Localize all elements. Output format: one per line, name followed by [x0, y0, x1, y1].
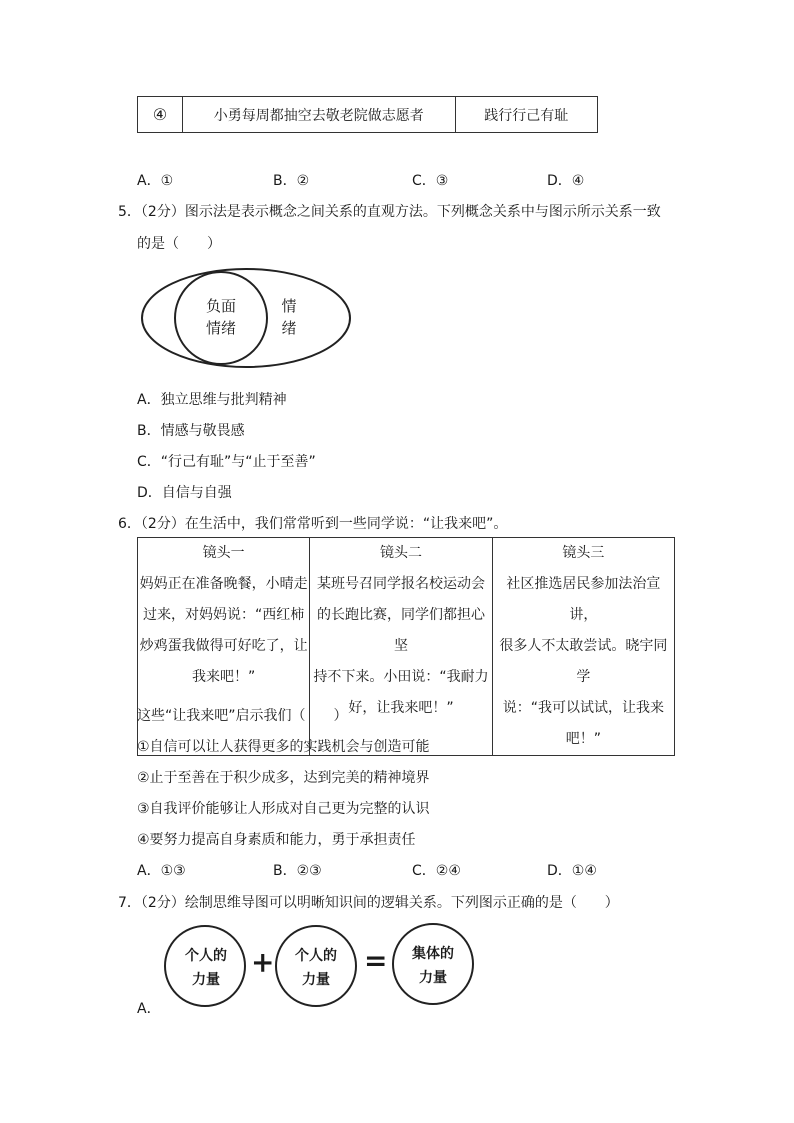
venn-inner-line1: 负面 — [205, 297, 236, 315]
q6-statement-4: ④要努力提高自身素质和能力，勇于承担责任 — [137, 832, 416, 848]
venn-outer-line1: 情 — [281, 297, 297, 315]
q4-option-a: A．① — [137, 173, 174, 189]
scene-3-title: 镜头三 — [562, 545, 605, 561]
q7-circle2-line2: 力量 — [302, 972, 330, 988]
venn-outer-line2: 绪 — [281, 319, 297, 337]
q4-table — [137, 96, 598, 133]
q4-option-b: B．② — [273, 173, 310, 189]
q6-option-d: D．①④ — [547, 863, 597, 879]
q5-stem-line2: 的是（ ） — [137, 236, 221, 252]
scene-2-line1: 某班号召同学报名校运动会 — [317, 576, 486, 592]
scene-1-line1: 妈妈正在准备晚餐，小晴走 — [139, 576, 308, 592]
scene-1-title: 镜头一 — [202, 545, 245, 561]
q4-table-num: ④ — [138, 97, 183, 133]
q7-circle3-label — [406, 942, 460, 990]
q6-option-b: B．②③ — [273, 863, 322, 879]
q7-stem: 7．（2分）绘制思维导图可以明晰知识间的逻辑关系。下列图示正确的是（ ） — [118, 895, 619, 911]
scene-2-line2: 的长跑比赛，同学们都担心坚 — [317, 607, 486, 654]
venn-outer-label — [277, 295, 301, 339]
scene-2-title: 镜头二 — [380, 545, 423, 561]
scene-3-line4: 吧！” — [565, 731, 601, 747]
scene-1-line3: 炒鸡蛋我做得可好吃了，让 — [139, 638, 308, 654]
q4-option-c: C．③ — [412, 173, 449, 189]
q4-table-meaning: 践行行己有耻 — [455, 97, 597, 133]
q6-statement-3: ③自我评价能够让人形成对自己更为完整的认识 — [137, 801, 430, 817]
q4-option-d: D．④ — [547, 173, 585, 189]
q7-circle1-label — [179, 944, 233, 992]
venn-inner-line2: 情绪 — [205, 319, 236, 337]
q5-venn-diagram — [139, 266, 355, 370]
q7-option-a-label: A． — [137, 1001, 161, 1017]
q7-circle2-line1: 个人的 — [295, 948, 337, 964]
scene-2-line4: 好，让我来吧！” — [348, 700, 454, 716]
scene-1-line2: 过来，对妈妈说：“西红柿 — [143, 607, 305, 623]
scene-2-line3: 持不下来。小田说：“我耐力 — [313, 669, 489, 685]
q7-circle3-line2: 力量 — [419, 970, 447, 986]
q7-circle1-line2: 力量 — [192, 972, 220, 988]
q5-option-b: B．情感与敬畏感 — [137, 423, 245, 439]
q6-question: 这些“让我来吧”启示我们（ ） — [137, 708, 348, 724]
q6-statement-1: ①自信可以让人获得更多的实践机会与创造可能 — [137, 739, 430, 755]
q7-equals: = — [364, 944, 388, 977]
q7-diagram-a — [161, 922, 491, 1008]
q6-option-c: C．②④ — [412, 863, 461, 879]
q5-option-c: C．“行己有耻”与“止于至善” — [137, 454, 316, 470]
scene-3-line3: 说：“我可以试试，让我来 — [502, 700, 664, 716]
q7-circle1-line1: 个人的 — [185, 948, 227, 964]
scene-3-line1: 社区推选居民参加法治宣讲， — [506, 576, 661, 623]
venn-svg — [139, 266, 355, 370]
venn-outer-ellipse — [142, 269, 350, 367]
venn-inner-label — [198, 295, 244, 339]
q5-stem-line1: 5．（2分）图示法是表示概念之间关系的直观方法。下列概念关系中与图示所示关系一致 — [118, 204, 661, 220]
q7-circle2-label — [289, 944, 343, 992]
q7-plus: + — [251, 946, 275, 979]
q5-option-a: A．独立思维与批判精神 — [137, 392, 287, 408]
q6-stem: 6．（2分）在生活中，我们常常听到一些同学说：“让我来吧”。 — [118, 516, 508, 532]
q6-option-a: A．①③ — [137, 863, 186, 879]
scene-1-line4: 我来吧！” — [192, 669, 256, 685]
q7-circle3-line1: 集体的 — [412, 946, 454, 962]
scene-3-line2: 很多人不太敢尝试。晓宇同学 — [499, 638, 668, 685]
q4-table-action: 小勇每周都抽空去敬老院做志愿者 — [182, 97, 455, 133]
scene-3 — [492, 538, 674, 756]
q6-statement-2: ②止于至善在于积少成多，达到完美的精神境界 — [137, 770, 430, 786]
q5-option-d: D．自信与自强 — [137, 485, 232, 501]
